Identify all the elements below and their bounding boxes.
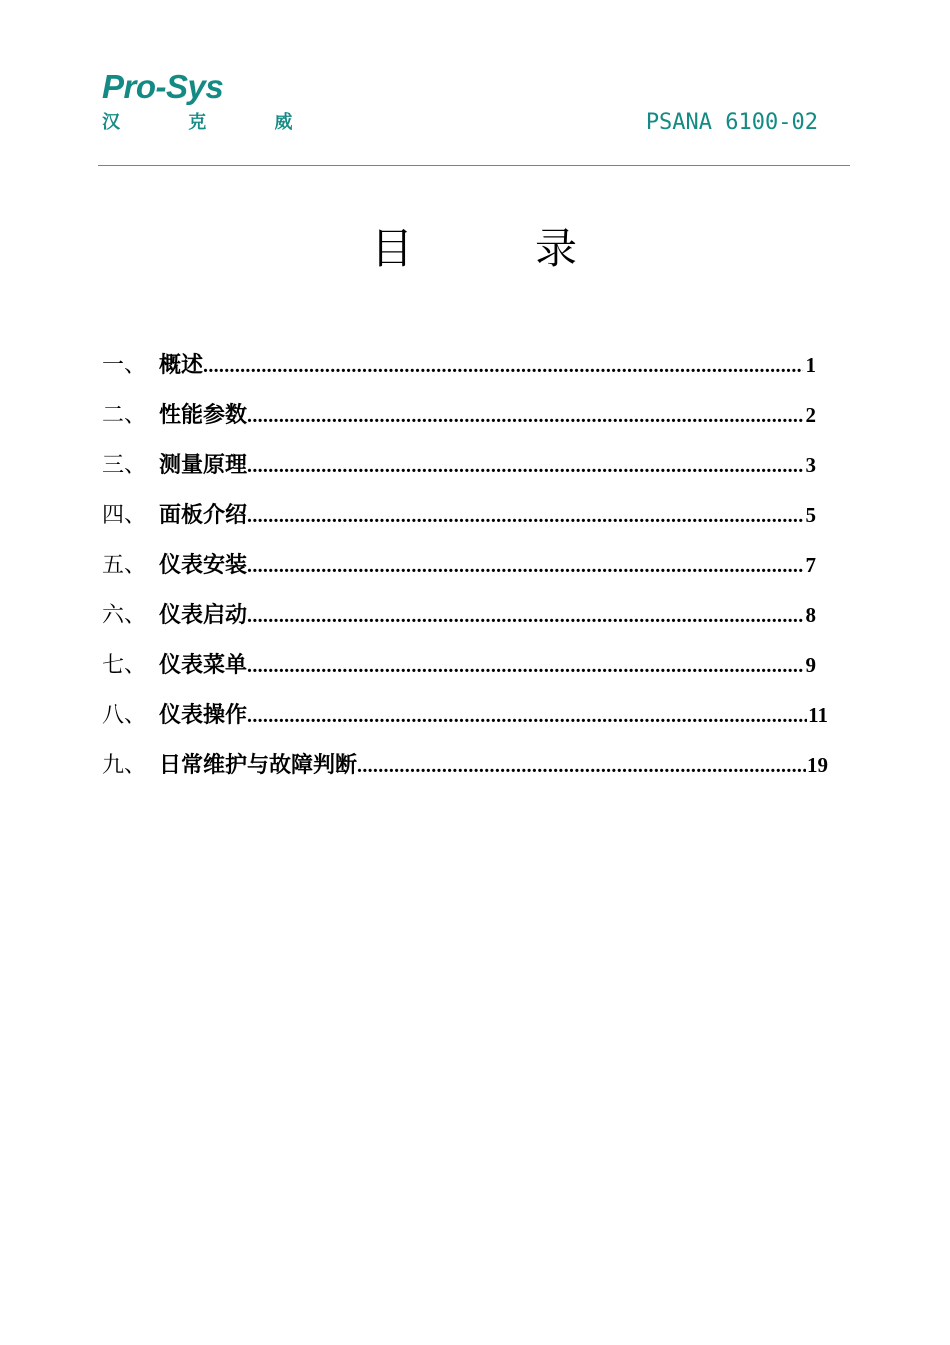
toc-dot-leader [247,600,803,632]
toc-entry-page: 8 [805,603,816,627]
toc-title-char-2: 录 [535,224,578,273]
toc-entry[interactable] [102,549,828,599]
header-divider [98,165,850,166]
toc-entry-page: 5 [805,503,816,527]
toc-entry-label: 仪表安装 [159,552,248,578]
document-code: PSANA 6100-02 [645,110,818,135]
toc-entry[interactable] [102,699,828,749]
toc-entry-number: 四、 [102,503,147,528]
toc-entry-page: 11 [808,703,828,727]
toc-entry-label: 仪表菜单 [159,652,248,678]
toc-entry-number: 六、 [102,603,147,628]
toc-entry[interactable] [102,449,828,499]
toc-entry-number: 三、 [102,453,147,478]
toc-entry-label: 仪表启动 [159,602,248,628]
toc-entry-number: 二、 [102,403,147,428]
toc-entry[interactable] [102,499,828,549]
toc-list [102,349,828,799]
toc-entry-number: 九、 [102,753,147,778]
toc-dot-leader [247,400,803,432]
toc-dot-leader [247,500,803,532]
toc-entry[interactable] [102,749,828,799]
logo-chinese-name: 汉 克 威 [102,112,324,133]
toc-entry-page: 9 [805,653,816,677]
toc-entry-number: 七、 [102,653,147,678]
toc-entry-page: 19 [807,753,828,777]
logo-brand-text: Pro-Sys [102,68,224,105]
toc-title-char-1: 目 [371,224,414,273]
toc-entry-page: 7 [805,553,816,577]
toc-entry-page: 3 [805,453,816,477]
toc-dot-leader [247,550,803,582]
toc-entry[interactable] [102,399,828,449]
toc-entry-number: 五、 [102,553,147,578]
toc-dot-leader [247,700,807,732]
toc-entry-page: 2 [805,403,816,427]
toc-entry[interactable] [102,599,828,649]
company-logo [102,70,324,132]
toc-entry-number: 八、 [102,703,147,728]
toc-entry-label: 测量原理 [159,452,248,478]
toc-entry[interactable] [102,649,828,699]
toc-dot-leader [247,650,803,682]
toc-entry-label: 概述 [159,352,204,378]
toc-entry-label: 日常维护与故障判断 [159,752,358,778]
toc-dot-leader [203,350,803,382]
toc-entry-label: 仪表操作 [159,702,248,728]
toc-dot-leader [357,750,806,782]
toc-dot-leader [247,450,803,482]
toc-entry-label: 性能参数 [159,402,248,428]
toc-entry-number: 一、 [102,353,147,378]
toc-entry-page: 1 [805,353,816,377]
toc-entry-label: 面板介绍 [159,502,248,528]
toc-entry[interactable] [102,349,828,399]
